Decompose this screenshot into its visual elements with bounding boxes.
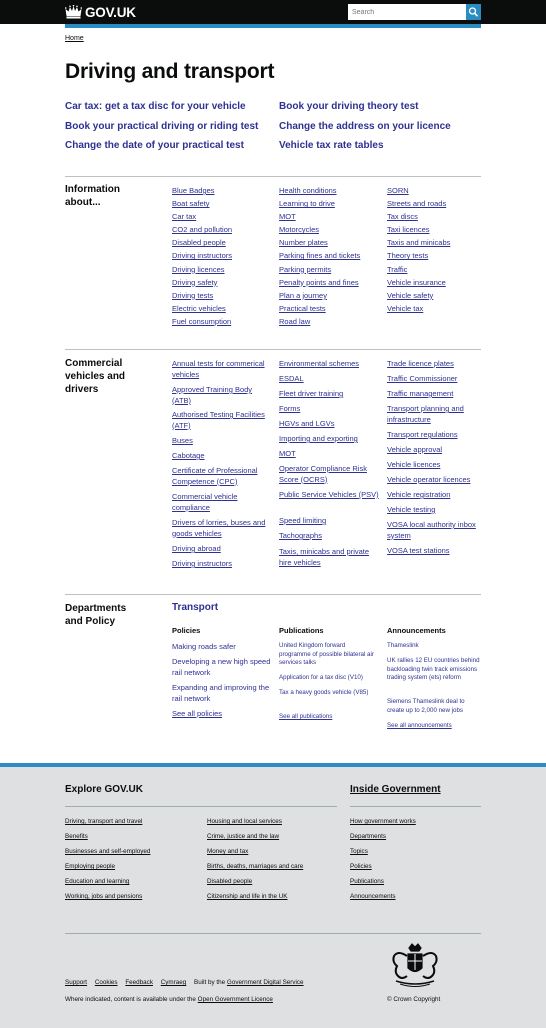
topic-link[interactable]: Traffic management: [387, 389, 454, 398]
footer-link[interactable]: Topics: [350, 848, 368, 855]
policies-heading: Policies: [172, 626, 201, 635]
top-link-practical-test[interactable]: Book your practical driving or riding test: [65, 121, 259, 132]
publication-link[interactable]: United Kingdom forward programme of possible bilateral air services talks: [279, 642, 374, 666]
topic-link[interactable]: Taxis and minicabs: [387, 238, 451, 248]
footer-link[interactable]: Crime, justice and the law: [207, 833, 280, 840]
explore-column-2: [207, 814, 303, 904]
royal-coat-of-arms-icon: [388, 942, 442, 990]
topic-link[interactable]: Authorised Testing Facilities (ATF): [172, 410, 265, 430]
search-form: [348, 4, 481, 20]
see-all-publications-link[interactable]: See all publications: [279, 713, 333, 720]
search-input[interactable]: [348, 4, 466, 20]
topic-link[interactable]: Car tax: [172, 212, 197, 222]
topic-link[interactable]: Driving instructors: [172, 251, 233, 261]
commercial-heading: Commercial vehicles and drivers: [65, 358, 126, 395]
topic-link[interactable]: CO2 and pollution: [172, 225, 233, 235]
information-heading: Information about...: [65, 184, 120, 208]
topic-link[interactable]: Vehicle licences: [387, 460, 441, 469]
topic-link[interactable]: Driving licences: [172, 264, 225, 274]
topic-link[interactable]: Taxis, minicabs and private hire vehicles: [279, 547, 370, 567]
see-all-policies-link[interactable]: See all policies: [172, 709, 223, 718]
top-link-change-address[interactable]: Change the address on your licence: [279, 121, 451, 132]
topic-link[interactable]: Forms: [279, 404, 301, 413]
section-divider: [65, 349, 481, 350]
topic-link[interactable]: MOT: [279, 449, 296, 458]
topic-link[interactable]: Transport regulations: [387, 430, 458, 439]
built-by-text: Built by the: [194, 979, 226, 986]
topic-link[interactable]: Learning to drive: [279, 199, 335, 209]
topic-link[interactable]: Drivers of lorries, buses and goods vehicles: [172, 518, 266, 538]
topic-link[interactable]: Vehicle approval: [387, 445, 443, 454]
announcement-link[interactable]: Thameslink: [387, 642, 419, 649]
policy-link[interactable]: Expanding and improving the rail network: [172, 683, 270, 703]
section-divider: [65, 594, 481, 595]
copyright-text: © Crown Copyright: [387, 996, 441, 1003]
explore-column-1: [65, 814, 150, 904]
footer-link[interactable]: Employing people: [65, 863, 116, 870]
announcements-heading: Announcements: [387, 626, 446, 635]
topic-link[interactable]: Driving instructors: [172, 559, 233, 568]
footer-meta-links: [65, 979, 304, 986]
top-link-change-date[interactable]: Change the date of your practical test: [65, 140, 244, 151]
topic-link[interactable]: Road law: [279, 316, 311, 326]
support-link[interactable]: Support: [65, 979, 88, 986]
page-title: Driving and transport: [65, 60, 275, 83]
licence-line: [65, 996, 279, 1003]
department-transport-link[interactable]: Transport: [172, 602, 219, 613]
topic-link[interactable]: Speed limiting: [279, 516, 327, 525]
topic-link[interactable]: Motorcycles: [279, 225, 320, 235]
topic-link[interactable]: Driving safety: [172, 277, 218, 287]
footer-link[interactable]: Driving, transport and travel: [65, 818, 143, 825]
topic-link[interactable]: Disabled people: [172, 238, 226, 248]
publication-link[interactable]: Tax a heavy goods vehicle (V85): [279, 689, 369, 696]
publication-link[interactable]: Application for a tax disc (V10): [279, 674, 363, 681]
ogl-link[interactable]: Open Government Licence: [197, 996, 273, 1003]
topic-link[interactable]: Parking fines and tickets: [279, 251, 361, 261]
inside-government-column: [350, 814, 416, 904]
topic-link[interactable]: Approved Training Body (ATB): [172, 385, 253, 405]
topic-link[interactable]: Vehicle safety: [387, 290, 434, 300]
topic-link[interactable]: Practical tests: [279, 303, 326, 313]
top-link-tax-rates[interactable]: Vehicle tax rate tables: [279, 140, 384, 151]
footer-link[interactable]: Disabled people: [207, 878, 253, 885]
topic-link[interactable]: Importing and exporting: [279, 434, 358, 443]
topic-link[interactable]: Taxi licences: [387, 225, 430, 235]
announcement-link[interactable]: UK rallies 12 EU countries behind backloading twin track emissions trading system (ets) reform: [387, 657, 480, 681]
crown-icon: [65, 5, 82, 19]
footer-divider: [65, 806, 337, 807]
topic-link[interactable]: Parking permits: [279, 264, 332, 274]
topic-link[interactable]: Tax discs: [387, 212, 418, 222]
topic-link[interactable]: Theory tests: [387, 251, 429, 261]
topic-link[interactable]: HGVs and LGVs: [279, 419, 335, 428]
announcement-link[interactable]: Siemens Thameslink deal to create up to 2,000 new jobs: [387, 698, 465, 714]
search-icon: [466, 4, 481, 20]
topic-link[interactable]: Cabotage: [172, 451, 205, 460]
topic-link[interactable]: Plan a journey: [279, 290, 327, 300]
topic-link[interactable]: Driving tests: [172, 290, 214, 300]
footer-link[interactable]: Births, deaths, marriages and care: [207, 863, 304, 870]
inside-government-heading[interactable]: Inside Government: [350, 784, 441, 795]
topic-link[interactable]: Commercial vehicle compliance: [172, 492, 238, 512]
topic-link[interactable]: Buses: [172, 436, 193, 445]
topic-link[interactable]: Vehicle insurance: [387, 277, 446, 287]
topic-link[interactable]: Penalty points and fines: [279, 277, 359, 287]
see-all-announcements-link[interactable]: See all announcements: [387, 722, 452, 729]
footer-divider: [350, 806, 481, 807]
header-accent-bar: [65, 24, 481, 28]
policy-link[interactable]: Making roads safer: [172, 642, 236, 651]
topic-link[interactable]: Public Service Vehicles (PSV): [279, 490, 379, 499]
topic-link[interactable]: Fleet driver training: [279, 389, 344, 398]
footer-link[interactable]: Housing and local services: [207, 818, 282, 825]
topic-link[interactable]: VOSA local authority inbox system: [387, 520, 476, 540]
topic-link[interactable]: Vehicle operator licences: [387, 475, 471, 484]
footer-link[interactable]: Businesses and self-employed: [65, 848, 151, 855]
top-link-theory-test[interactable]: Book your driving theory test: [279, 101, 419, 112]
section-divider: [65, 176, 481, 177]
topic-link[interactable]: Vehicle registration: [387, 490, 451, 499]
footer-link[interactable]: Education and learning: [65, 878, 130, 885]
topic-link[interactable]: Traffic: [387, 264, 408, 274]
footer-link[interactable]: Announcements: [350, 893, 396, 900]
topic-link[interactable]: Certificate of Professional Competence (CPC): [172, 466, 258, 486]
footer-link[interactable]: Money and tax: [207, 848, 249, 855]
topic-link[interactable]: VOSA test stations: [387, 546, 450, 555]
search-button[interactable]: [466, 4, 481, 20]
footer-link[interactable]: How government works: [350, 818, 416, 825]
topic-link[interactable]: SORN: [387, 186, 409, 195]
footer-link[interactable]: Citizenship and life in the UK: [207, 893, 288, 900]
footer-link[interactable]: Policies: [350, 863, 372, 870]
topic-link[interactable]: Driving abroad: [172, 544, 221, 553]
footer-link[interactable]: Benefits: [65, 833, 88, 840]
topic-link[interactable]: Number plates: [279, 238, 328, 248]
footer-divider: [65, 933, 481, 934]
information-column-1: [172, 184, 232, 328]
footer-link[interactable]: Working, jobs and pensions: [65, 893, 143, 900]
topic-link[interactable]: Fuel consumption: [172, 316, 232, 326]
footer-link[interactable]: Departments: [350, 833, 387, 840]
topic-link[interactable]: Health conditions: [279, 186, 337, 195]
publications-heading: Publications: [279, 626, 324, 635]
topic-link[interactable]: Trade licence plates: [387, 359, 454, 368]
topic-link[interactable]: Boat safety: [172, 199, 210, 209]
topic-link[interactable]: Annual tests for commerical vehicles: [172, 359, 265, 379]
footer-link[interactable]: Publications: [350, 878, 384, 885]
information-column-3: [387, 184, 450, 315]
explore-heading: Explore GOV.UK: [65, 784, 143, 795]
licence-text: Where indicated, content is available under the: [65, 996, 196, 1003]
top-link-car-tax[interactable]: Car tax: get a tax disc for your vehicle: [65, 101, 246, 112]
topic-link[interactable]: Tachographs: [279, 531, 322, 540]
gds-link[interactable]: Government Digital Service: [226, 979, 304, 986]
topic-link[interactable]: Vehicle testing: [387, 505, 436, 514]
topic-link[interactable]: ESDAL: [279, 374, 304, 383]
cookies-link[interactable]: Cookies: [94, 979, 118, 986]
topic-link[interactable]: Electric vehicles: [172, 303, 226, 313]
feedback-link[interactable]: Feedback: [125, 979, 153, 986]
logo-text: GOV.UK: [85, 4, 136, 20]
information-column-2: [279, 184, 360, 328]
policy-link[interactable]: Developing a new high speed rail network: [172, 657, 271, 677]
topic-link[interactable]: Transport planning and infrastructure: [387, 404, 464, 424]
topic-link[interactable]: MOT: [279, 212, 296, 222]
topic-link[interactable]: Environmental schemes: [279, 359, 360, 368]
breadcrumb-home[interactable]: Home: [65, 35, 84, 42]
departments-heading: Departments and Policy: [65, 603, 127, 627]
cymraeg-link[interactable]: Cymraeg: [160, 979, 187, 986]
govuk-logo[interactable]: [65, 3, 136, 21]
topic-link[interactable]: Operator Compliance Risk Score (OCRS): [279, 464, 367, 484]
topic-link[interactable]: Vehicle tax: [387, 303, 424, 313]
topic-link[interactable]: Traffic Commissioner: [387, 374, 458, 383]
topic-link[interactable]: Blue Badges: [172, 186, 215, 195]
site-header: [0, 0, 546, 24]
topic-link[interactable]: Streets and roads: [387, 199, 447, 209]
